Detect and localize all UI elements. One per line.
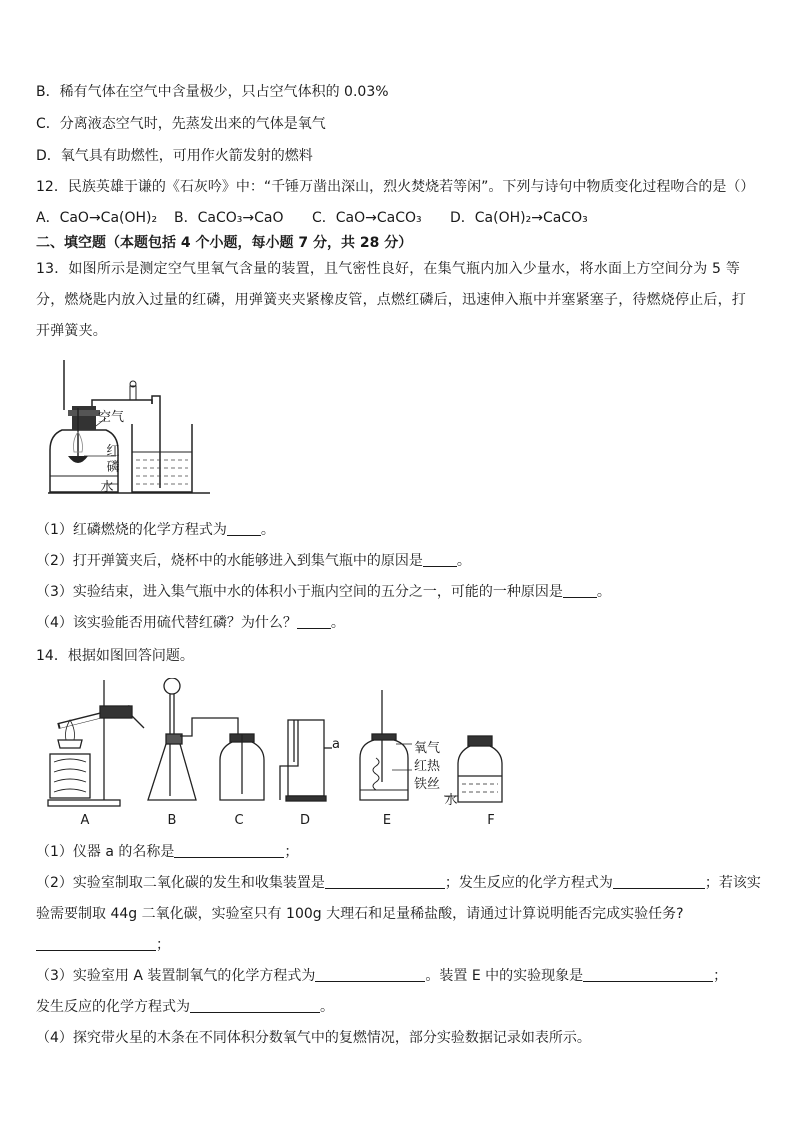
answer-blank[interactable] [174,843,284,858]
apparatus-c [210,718,264,800]
q12-option-b: B．CaCO₃→CaO [174,210,284,226]
q13-label-red: 红 [106,444,120,459]
q14-label-a: a [332,737,340,752]
q13-label-air: 空气 [97,410,124,425]
answer-blank[interactable] [315,967,425,982]
q13-sub1: （1）红磷燃烧的化学方程式为 。 [36,522,275,538]
q13-sub3: （3）实验结束，进入集气瓶中水的体积小于瓶内空间的五分之一，可能的一种原因是 。 [36,584,611,600]
q12-option-c: C．CaO→CaCO₃ [312,210,422,226]
q14-sub3-line1: （3）实验室用 A 装置制氧气的化学方程式为 。装置 E 中的实验现象是 ； [36,968,728,984]
q13-stem: 13．如图所示是测定空气里氧气含量的装置，且气密性良好，在集气瓶内加入少量水，将水面上方空间分为 5 等分，燃烧匙内放入过量的红磷，用弹簧夹夹紧橡皮管，点燃红磷后，迅速伸入瓶中并塞紧塞子，待燃烧停止后，打开弹簧夹。 [36,261,746,339]
q13-sub2: （2）打开弹簧夹后，烧杯中的水能够进入到集气瓶中的原因是 。 [36,553,471,569]
q14-caption-d: D [299,813,310,828]
answer-blank[interactable] [325,874,445,889]
apparatus-d [280,720,332,801]
q14-sub1: （1）仪器 a 的名称是 ； [36,844,299,860]
q14-label-wire: 铁丝 [413,777,440,792]
apparatus-a [48,680,144,806]
q14-caption-e: E [382,813,392,828]
answer-blank[interactable] [423,552,457,567]
q14-caption-c: C [234,813,244,828]
q11-option-c: C．分离液态空气时，先蒸发出来的气体是氧气 [36,116,326,132]
apparatus-b [148,678,210,800]
q12-option-d: D．Ca(OH)₂→CaCO₃ [450,210,588,226]
q14-stem: 14．根据如图回答问题。 [36,648,194,664]
section-heading: 二、填空题（本题包括 4 个小题，每小题 7 分，共 28 分） [36,235,413,251]
apparatus-e [360,690,412,800]
answer-blank[interactable] [613,874,705,889]
q13-apparatus-figure [40,360,210,500]
q14-caption-f: F [487,813,495,828]
q13-label-phosphorus: 磷 [106,460,120,475]
q14-sub2-line1: （2）实验室制取二氧化碳的发生和收集装置是 ；发生反应的化学方程式为 ；若该实 [36,875,761,891]
answer-blank[interactable] [563,583,597,598]
q13-label-water: 水 [100,480,114,495]
q14-sub4: （4）探究带火星的木条在不同体积分数氧气中的复燃情况，部分实验数据记录如表所示。 [36,1030,591,1046]
answer-blank[interactable] [583,967,713,982]
q14-label-water: 水 [444,793,458,808]
q11-option-b: B．稀有气体在空气中含量极少，只占空气体积的 0.03% [36,84,389,100]
q14-caption-a: A [80,813,90,828]
q12-options [36,208,588,228]
answer-blank[interactable] [36,936,156,951]
q13-sub4: （4）该实验能否用硫代替红磷？为什么？ 。 [36,615,345,631]
answer-blank[interactable] [190,998,320,1013]
q12-option-a: A．CaO→Ca(OH)₂ [36,210,158,226]
answer-blank[interactable] [297,614,331,629]
q14-caption-b: B [167,813,177,828]
q14-sub3-line2: 发生反应的化学方程式为 。 [36,999,334,1015]
q14-sub2-line2: 验需要制取 44g 二氧化碳，实验室只有 100g 大理石和足量稀盐酸，请通过计算说明能否完成实验任务? [36,906,684,922]
answer-blank[interactable] [227,521,261,536]
q12-stem: 12．民族英雄于谦的《石灰吟》中：“千锤万凿出深山，烈火焚烧若等闲”。下列与诗句中物质变化过程吻合的是（） [36,179,755,195]
q14-sub2-line3: ； [36,935,170,955]
q11-option-d: D．氧气具有助燃性，可用作火箭发射的燃料 [36,148,313,164]
q14-label-oxygen: 氧气 [413,741,440,756]
q14-label-redhot: 红热 [413,759,440,774]
